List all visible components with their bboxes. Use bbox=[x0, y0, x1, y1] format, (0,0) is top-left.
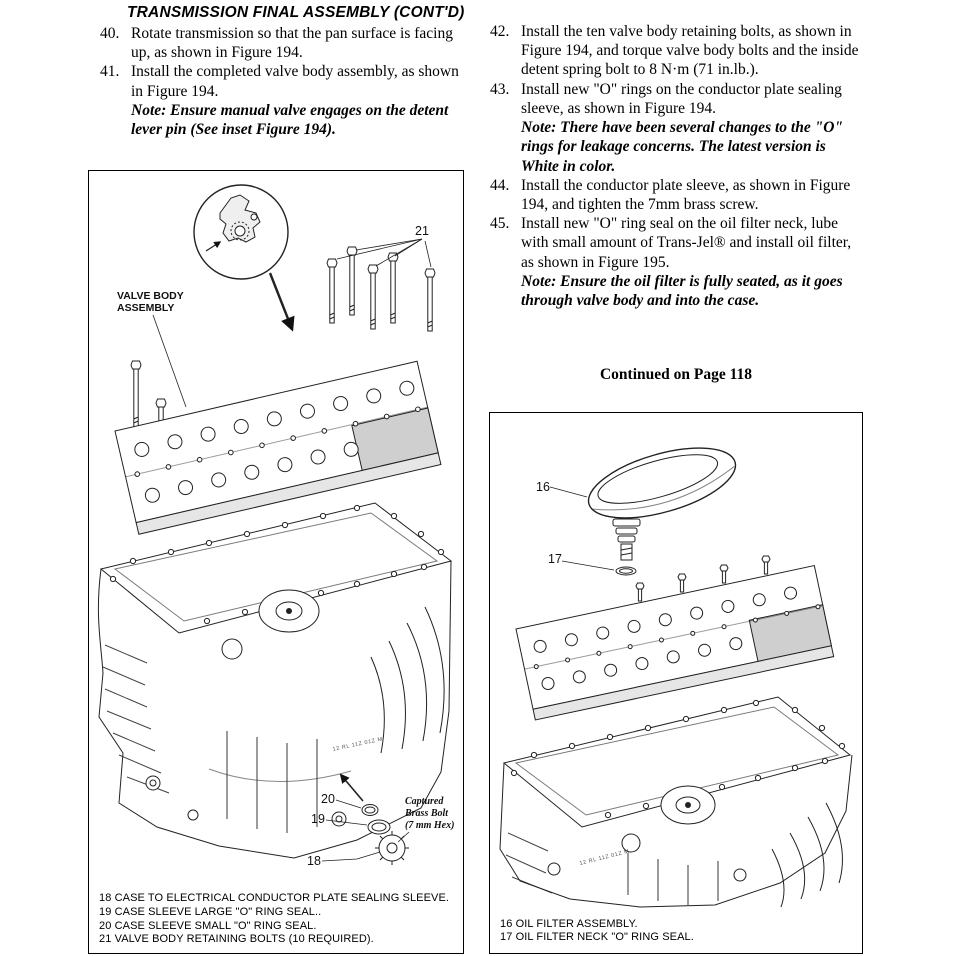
callout-21: 21 bbox=[415, 224, 429, 238]
step-text: Install new "O" ring seal on the oil filter neck, lube with small amount of Trans-Jel® and install oil filter, as shown in Figure 195. bbox=[521, 215, 852, 271]
case-stamp-text: 12 RL 11Z 01Z M bbox=[579, 848, 631, 867]
step-40 bbox=[100, 24, 464, 62]
callout-16: 16 bbox=[536, 480, 550, 494]
callout-17: 17 bbox=[548, 552, 562, 566]
detent-lever-inset bbox=[194, 185, 288, 279]
step-number: 44. bbox=[490, 176, 510, 194]
step-number: 40. bbox=[100, 25, 120, 42]
figure-195-illustration bbox=[490, 413, 862, 911]
step-number: 41. bbox=[100, 63, 120, 81]
step-number: 45. bbox=[490, 215, 510, 233]
continued-on-page: Continued on Page 118 bbox=[599, 366, 752, 383]
step-number: 43. bbox=[490, 80, 510, 98]
figure-194 bbox=[88, 170, 464, 954]
step-text: Install the ten valve body retaining bolts, as shown in Figure 194, and torque valve body bolts and the inside detent spring bolt to 8 N·m (71 in.lb.). bbox=[521, 23, 859, 79]
caption-line-17: 17 OIL FILTER NECK "O" RING SEAL. bbox=[500, 931, 694, 944]
case-rib-hatch bbox=[506, 833, 552, 893]
caption-line-20: 20 CASE SLEEVE SMALL "O" RING SEAL. bbox=[99, 919, 317, 932]
case-rib-hatch bbox=[103, 645, 169, 793]
brass-bolt-note: (7 mm Hex) bbox=[405, 820, 455, 831]
step-text: Install the completed valve body assembly, as shown in Figure 194. bbox=[131, 63, 459, 100]
valve-body-label-leader bbox=[153, 315, 186, 407]
step-45 bbox=[490, 214, 862, 310]
step-note: Note: Ensure manual valve engages on the detent lever pin (See inset Figure 194). bbox=[131, 101, 449, 139]
step-41 bbox=[100, 62, 464, 139]
sealing-sleeve-parts bbox=[341, 775, 409, 865]
oil-filter-neck bbox=[613, 519, 640, 560]
transmission-case bbox=[98, 503, 451, 858]
caption-line-19: 19 CASE SLEEVE LARGE "O" RING SEAL.. bbox=[99, 905, 322, 918]
figure-194-illustration bbox=[89, 171, 463, 885]
case-stamp-text: 12 RL 11Z 01Z M bbox=[332, 736, 384, 753]
valve-body-plate bbox=[115, 361, 441, 534]
valve-body-label: VALVE BODY bbox=[117, 290, 184, 302]
step-text: Install new "O" rings on the conductor plate sealing sleeve, as shown in Figure 194. bbox=[521, 80, 842, 117]
transmission-case bbox=[500, 697, 852, 907]
step-text: Rotate transmission so that the pan surface is facing up, as shown in Figure 194. bbox=[131, 25, 453, 62]
page-title: TRANSMISSION FINAL ASSEMBLY (CONT'D) bbox=[127, 4, 465, 21]
step-43 bbox=[490, 80, 862, 176]
case-bosses bbox=[548, 863, 746, 881]
brass-bolt-note: Brass Bolt bbox=[405, 808, 449, 819]
right-column bbox=[490, 22, 862, 310]
brass-bolt-note: Captured bbox=[405, 796, 444, 807]
valve-body-plate bbox=[516, 566, 834, 720]
step-note: Note: There have been several changes to the "O" rings for leakage concerns. The latest version is White in color. bbox=[521, 119, 843, 175]
step-number: 42. bbox=[490, 23, 510, 40]
step-text: Install the conductor plate sleeve, as shown in Figure 194, and tighten the 7mm brass screw. bbox=[521, 176, 851, 213]
oring-seal bbox=[616, 567, 636, 575]
valve-body-label: ASSEMBLY bbox=[117, 302, 175, 314]
step-44 bbox=[490, 176, 862, 214]
bell-housing-ribs bbox=[772, 803, 842, 907]
caption-line-16: 16 OIL FILTER ASSEMBLY. bbox=[500, 917, 638, 930]
step-note: Note: Ensure the oil filter is fully seated, as it goes through valve body and into the case. bbox=[521, 272, 843, 310]
figure-195-captions bbox=[500, 918, 694, 946]
figure-194-captions bbox=[99, 892, 449, 947]
callout-19: 19 bbox=[311, 812, 325, 826]
bell-housing-ribs bbox=[371, 607, 444, 753]
pan-ribs bbox=[209, 731, 351, 833]
figure-195 bbox=[489, 412, 863, 954]
callout-18: 18 bbox=[307, 854, 321, 868]
oil-filter bbox=[581, 434, 743, 532]
step-42 bbox=[490, 22, 862, 80]
callout-20: 20 bbox=[321, 792, 335, 806]
caption-line-21: 21 VALVE BODY RETAINING BOLTS (10 REQUIRED). bbox=[99, 933, 374, 946]
caption-line-18: 18 CASE TO ELECTRICAL CONDUCTOR PLATE SEALING SLEEVE. bbox=[99, 892, 450, 904]
inset-pointer-arrow bbox=[270, 273, 292, 329]
pan-ribs bbox=[628, 853, 718, 905]
left-column bbox=[100, 24, 464, 139]
